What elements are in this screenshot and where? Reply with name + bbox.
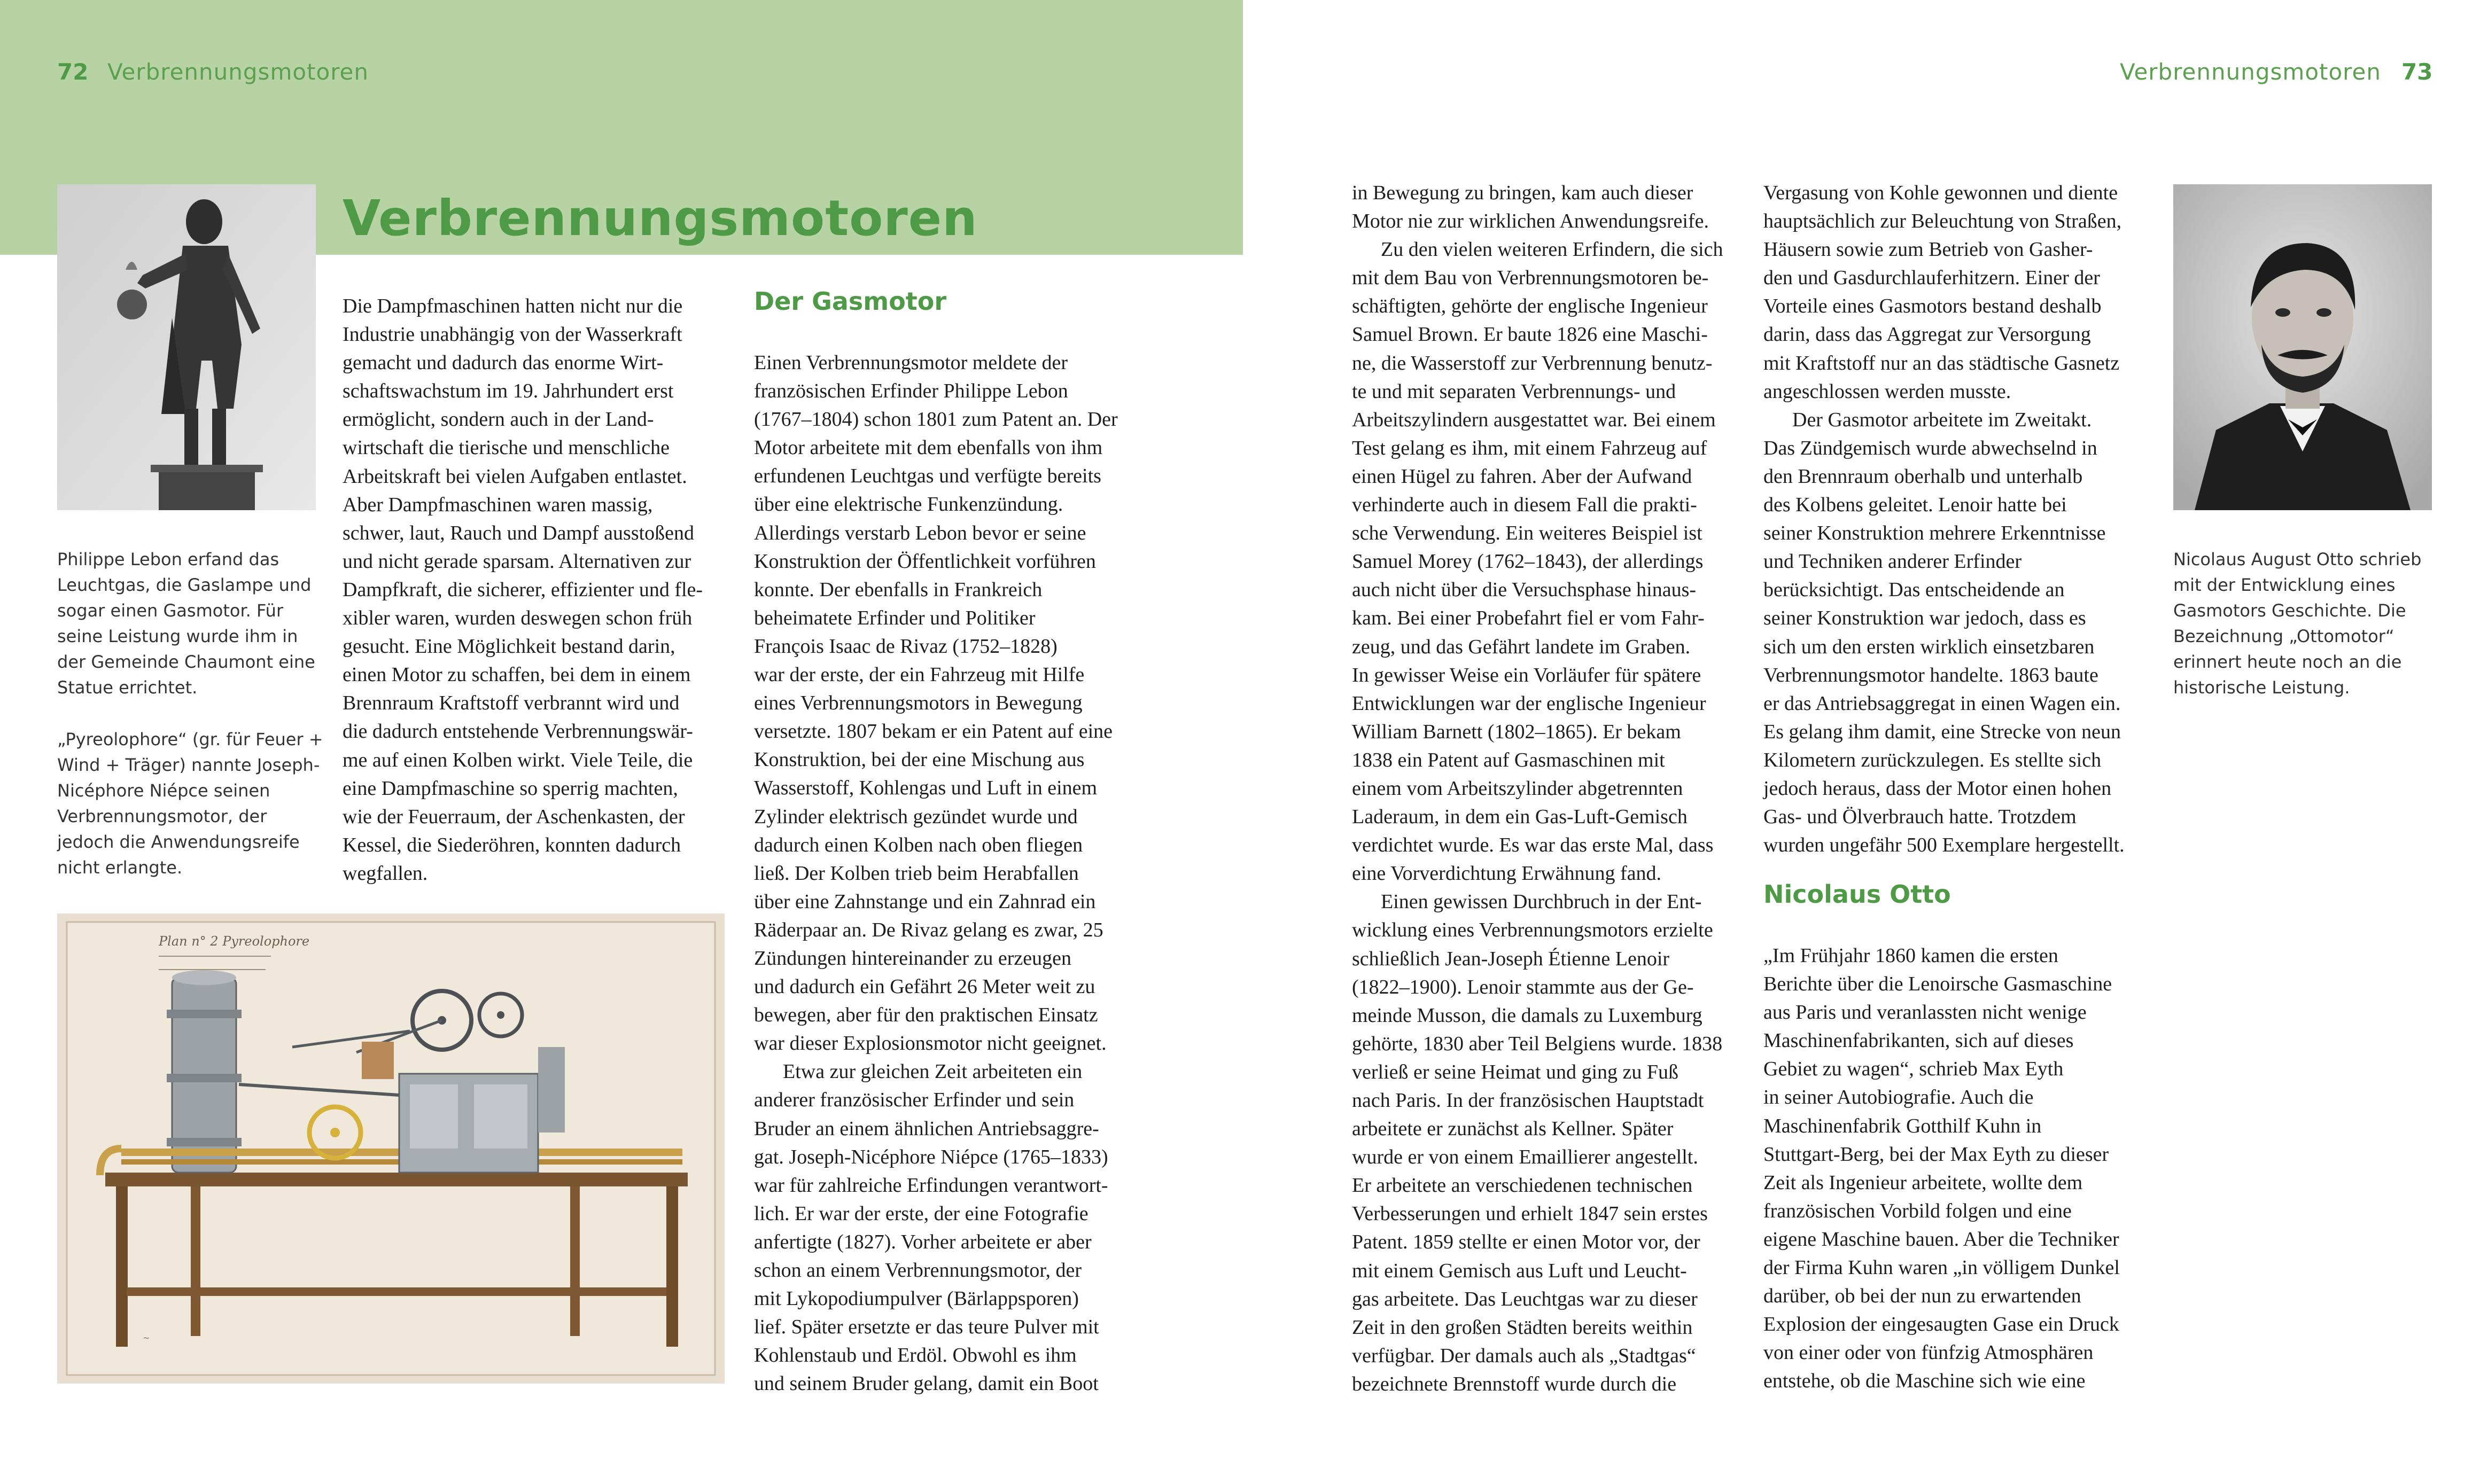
text-line: schwer, laut, Rauch und Dampf ausstoßend xyxy=(343,521,695,544)
text-line: te und mit separaten Verbrennungs- und xyxy=(1352,380,1676,403)
text-line: entstehe, ob die Maschine sich wie eine xyxy=(1763,1370,2086,1393)
text-line: mit Lykopodiumpulver (Bärlappsporen) xyxy=(754,1287,1079,1310)
text-column-2 xyxy=(754,349,1139,1398)
text-line: nach Paris. In der französischen Hauptstadt xyxy=(1352,1089,1704,1112)
text-line: französischen Erfinder Philippe Lebon xyxy=(754,380,1068,403)
portrait-illustration xyxy=(2173,184,2432,510)
text-line: Arbeitskraft bei vielen Aufgaben entlastet. xyxy=(343,465,687,488)
text-line: Vorteile eines Gasmotors bestand deshalb xyxy=(1763,295,2102,318)
caption-line: „Pyreolophore“ (gr. für Feuer + xyxy=(57,729,323,749)
text-line: darüber, ob bei der nun zu erwartenden xyxy=(1763,1285,2081,1308)
caption-line: mit der Entwicklung eines xyxy=(2173,575,2396,595)
text-line: mit einem Gemisch aus Luft und Leucht- xyxy=(1352,1259,1687,1282)
text-line: verließ er seine Heimat und ging zu Fuß xyxy=(1352,1060,1679,1083)
text-column-1 xyxy=(343,292,721,888)
text-line: berücksichtigt. Das entscheidende an xyxy=(1763,579,2065,602)
text-line: Zeit in den großen Städten bereits weithin xyxy=(1352,1316,1693,1339)
text-line: Maschinenfabrik Gotthilf Kuhn in xyxy=(1763,1114,2042,1137)
text-line: ne, die Wasserstoff zur Verbrennung benutz- xyxy=(1352,352,1713,374)
pyreolophore-drawing xyxy=(57,913,725,1384)
text-line: Bruder an einem ähnlichen Antriebsaggre- xyxy=(754,1117,1099,1140)
text-line: gat. Joseph-Nicéphore Niépce (1765–1833) xyxy=(754,1145,1108,1168)
text-line: über eine elektrische Funkenzündung. xyxy=(754,493,1063,516)
text-line: William Barnett (1802–1865). Er bekam xyxy=(1352,720,1681,743)
text-line: darin, dass das Aggregat zur Versorgung xyxy=(1763,323,2091,346)
caption-line: Wind + Träger) nannte Joseph- xyxy=(57,755,320,775)
text-line: Häusern sowie zum Betrieb von Gasher- xyxy=(1763,238,2093,261)
text-line: Die Dampfmaschinen hatten nicht nur die xyxy=(343,295,683,317)
text-line: französischen Vorbild folgen und eine xyxy=(1763,1199,2072,1222)
caption-line: Verbrennungsmotor, der xyxy=(57,806,267,826)
text-line: angeschlossen werden musste. xyxy=(1763,380,2011,403)
text-line: lief. Später ersetzte er das teure Pulver mit xyxy=(754,1316,1099,1339)
text-line: sche Verwendung. Ein weiteres Beispiel ist xyxy=(1352,522,1702,545)
caption-line: Leuchtgas, die Gaslampe und xyxy=(57,575,312,595)
text-line: schäftigten, gehörte der englische Ingenieur xyxy=(1352,295,1708,318)
caption-line: nicht erlangte. xyxy=(57,857,183,878)
text-line: „Im Frühjahr 1860 kamen die ersten xyxy=(1763,944,2058,967)
text-line: anfertigte (1827). Vorher arbeitete er aber xyxy=(754,1230,1092,1253)
text-line: Arbeitszylindern ausgestattet war. Bei einem xyxy=(1352,408,1716,431)
text-line: war der erste, der ein Fahrzeug mit Hilfe xyxy=(754,663,1085,686)
text-line: mit dem Bau von Verbrennungsmotoren be- xyxy=(1352,267,1709,290)
caption-line: erinnert heute noch an die xyxy=(2173,652,2402,672)
text-line: und nicht gerade sparsam. Alternativen zur xyxy=(343,550,691,573)
text-line: wirtschaft die tierische und menschliche xyxy=(343,436,670,459)
text-line: Kohlenstaub und Erdöl. Obwohl es ihm xyxy=(754,1344,1077,1367)
text-line: erfundenen Leuchtgas und verfügte bereits xyxy=(754,465,1101,488)
text-line: und seinem Bruder gelang, damit ein Boot xyxy=(754,1372,1099,1395)
text-line: auch nicht über die Versuchsphase hinaus- xyxy=(1352,579,1697,602)
caption-line: Nicéphore Niépce seinen xyxy=(57,780,270,801)
text-line: Maschinenfabrikanten, sich auf dieses xyxy=(1763,1029,2074,1052)
text-line: seiner Konstruktion war jedoch, dass es xyxy=(1763,607,2086,630)
text-line: der Firma Kuhn waren „in völligem Dunkel xyxy=(1763,1256,2120,1279)
text-line: beheimatete Erfinder und Politiker xyxy=(754,606,1036,629)
text-line: einen Motor zu schaffen, bei dem in einem xyxy=(343,663,691,686)
text-line: eigene Maschine bauen. Aber die Techniker xyxy=(1763,1228,2119,1251)
text-line: Patent. 1859 stellte er einen Motor vor, der xyxy=(1352,1231,1700,1254)
text-line: (1822–1900). Lenoir stammte aus der Ge- xyxy=(1352,975,1694,998)
text-line: Der Gasmotor arbeitete im Zweitakt. xyxy=(1792,408,2092,431)
text-line: 1838 ein Patent auf Gasmaschinen mit xyxy=(1352,748,1665,771)
text-line: den Brennraum oberhalb und unterhalb xyxy=(1763,465,2083,488)
text-line: gesucht. Eine Möglichkeit bestand darin, xyxy=(343,635,675,658)
text-line: François Isaac de Rivaz (1752–1828) xyxy=(754,635,1058,658)
text-line: Etwa zur gleichen Zeit arbeiteten ein xyxy=(783,1060,1083,1083)
text-line: einen Hügel zu fahren. Aber der Aufwand xyxy=(1352,465,1692,488)
text-line: eine Vorverdichtung Erwähnung fand. xyxy=(1352,862,1661,885)
text-line: Vergasung von Kohle gewonnen und diente xyxy=(1763,182,2118,204)
text-line: und dadurch ein Gefährt 26 Meter weit zu xyxy=(754,975,1095,998)
text-line: in Bewegung zu bringen, kam auch dieser xyxy=(1352,182,1693,204)
text-line: Räderpaar an. De Rivaz gelang es zwar, 25 xyxy=(754,918,1103,941)
caption-lebon xyxy=(57,546,315,700)
text-line: Einen Verbrennungsmotor meldete der xyxy=(754,352,1068,374)
text-line: verdichtet wurde. Es war das erste Mal, dass xyxy=(1352,834,1714,857)
text-line: Gebiet zu wagen“, schrieb Max Eyth xyxy=(1763,1058,2064,1081)
text-line: Einen gewissen Durchbruch in der Ent- xyxy=(1381,891,1702,913)
caption-pyreolophore xyxy=(57,727,323,880)
text-line: Wasserstoff, Kohlengas und Luft in einem xyxy=(754,777,1098,800)
text-line: Aber Dampfmaschinen waren massig, xyxy=(343,493,653,516)
caption-line: jedoch die Anwendungsreife xyxy=(57,832,300,852)
text-column-3 xyxy=(1352,179,1737,1399)
text-line: die dadurch entstehende Verbrennungswär- xyxy=(343,720,693,743)
text-line: Industrie unabhängig von der Wasserkraft xyxy=(343,323,682,346)
text-line: hauptsächlich zur Beleuchtung von Straßen, xyxy=(1763,210,2122,233)
text-line: gehörte, 1830 aber Teil Belgiens wurde. 1838 xyxy=(1352,1032,1723,1055)
lebon-statue-photo xyxy=(57,184,316,510)
text-line: eines Verbrennungsmotors in Bewegung xyxy=(754,692,1083,715)
caption-line: der Gemeinde Chaumont eine xyxy=(57,652,315,672)
text-line: Konstruktion, bei der eine Mischung aus xyxy=(754,748,1085,771)
text-line: Laderaum, in dem ein Gas-Luft-Gemisch xyxy=(1352,806,1688,829)
text-line: Entwicklungen war der englische Ingenieur xyxy=(1352,692,1706,715)
text-line: eine Dampfmaschine so sperrig machten, xyxy=(343,777,678,800)
text-line: seiner Konstruktion mehrere Erkenntnisse xyxy=(1763,522,2106,545)
text-line: in seiner Autobiografie. Auch die xyxy=(1763,1086,2034,1109)
text-line: Dampfkraft, die sicherer, effizienter und fle- xyxy=(343,578,703,601)
text-line: Zylinder elektrisch gezündet wurde und xyxy=(754,805,1078,828)
text-line: wurden ungefähr 500 Exemplare hergestellt. xyxy=(1763,834,2125,857)
text-line: den und Gasdurchlauferhitzern. Einer der xyxy=(1763,267,2100,290)
text-line: verfügbar. Der damals auch als „Stadtgas“ xyxy=(1352,1344,1696,1367)
text-line: Zu den vielen weiteren Erfindern, die sich xyxy=(1381,238,1723,261)
text-line: Das Zündgemisch wurde abwechselnd in xyxy=(1763,436,2097,459)
text-column-4 xyxy=(1763,179,2148,860)
text-line: me auf einen Kolben wirkt. Viele Teile, die xyxy=(343,748,693,771)
text-line: des Kolbens geleitet. Lenoir hatte bei xyxy=(1763,494,2067,517)
caption-line: Bezeichnung „Ottomotor“ xyxy=(2173,626,2394,646)
drawing-label: Plan n° 2 Pyreolophore xyxy=(159,934,310,949)
text-line: Kessel, die Siederöhren, konnten dadurch xyxy=(343,833,681,856)
text-line: ermöglicht, sondern auch in der Land- xyxy=(343,408,654,431)
text-line: Verbrennungsmotor handelte. 1863 baute xyxy=(1763,663,2098,686)
text-line: kam. Bei einer Probefahrt fiel er vom Fahr- xyxy=(1352,607,1705,630)
left-page-number: 72 xyxy=(57,59,89,85)
text-line: Zeit als Ingenieur arbeitete, wollte dem xyxy=(1763,1171,2083,1194)
svg-text:~: ~ xyxy=(143,1333,150,1343)
text-line: Verbesserungen und erhielt 1847 sein erstes xyxy=(1352,1202,1708,1225)
section-heading-otto: Nicolaus Otto xyxy=(1763,880,1951,909)
text-line: wurde er von einem Emaillierer angestellt. xyxy=(1352,1146,1698,1169)
text-line: Es gelang ihm damit, eine Strecke von neun xyxy=(1763,720,2121,743)
text-line: Allerdings verstarb Lebon bevor er seine xyxy=(754,521,1086,544)
caption-line: Philippe Lebon erfand das xyxy=(57,549,279,569)
text-line: zeug, und das Gefährt landete im Graben. xyxy=(1352,635,1691,658)
right-page-number: 73 xyxy=(2401,59,2433,85)
statue-illustration xyxy=(57,184,316,510)
text-line: Samuel Morey (1762–1843), der allerdings xyxy=(1352,550,1704,573)
caption-line: historische Leistung. xyxy=(2173,677,2350,698)
text-line: über eine Zahnstange und ein Zahnrad ein xyxy=(754,890,1096,913)
text-line: xibler waren, wurden deswegen schon früh xyxy=(343,607,693,630)
text-line: anderer französischer Erfinder und sein xyxy=(754,1089,1075,1112)
text-column-4-otto xyxy=(1763,942,2148,1396)
text-line: Test gelang es ihm, mit einem Fahrzeug auf xyxy=(1352,436,1707,459)
text-line: Berichte über die Lenoirsche Gasmaschine xyxy=(1763,973,2112,996)
text-line: arbeitete er zunächst als Kellner. Später xyxy=(1352,1118,1674,1141)
left-running-title: Verbrennungsmotoren xyxy=(107,59,369,85)
text-line: (1767–1804) schon 1801 zum Patent an. Der xyxy=(754,408,1118,431)
text-line: Konstruktion der Öffentlichkeit vorführen xyxy=(754,550,1096,573)
text-line: er das Antriebsaggregat in einen Wagen ein. xyxy=(1763,692,2121,715)
section-heading-gasmotor: Der Gasmotor xyxy=(754,287,947,316)
text-line: schließlich Jean-Joseph Étienne Lenoir xyxy=(1352,947,1670,970)
otto-portrait-photo xyxy=(2173,184,2432,510)
text-line: lich. Er war der erste, der eine Fotografie xyxy=(754,1202,1088,1225)
text-line: von einer oder von fünfzig Atmosphären xyxy=(1763,1341,2094,1364)
text-line: und Techniken anderer Erfinder xyxy=(1763,550,2022,573)
caption-line: Nicolaus August Otto schrieb xyxy=(2173,549,2422,569)
text-line: meinde Musson, die damals zu Luxemburg xyxy=(1352,1004,1702,1027)
text-line: aus Paris und veranlassten nicht wenige xyxy=(1763,1001,2087,1024)
text-line: Motor arbeitete mit dem ebenfalls von ihm xyxy=(754,436,1103,459)
text-line: Zündungen hintereinander zu erzeugen xyxy=(754,947,1072,970)
text-line: wegfallen. xyxy=(343,862,428,885)
text-line: schaftswachstum im 19. Jahrhundert erst xyxy=(343,380,674,403)
text-line: Samuel Brown. Er baute 1826 eine Maschi- xyxy=(1352,323,1708,346)
text-line: Gas- und Ölverbrauch hatte. Trotzdem xyxy=(1763,806,2077,829)
caption-line: Statue errichtet. xyxy=(57,677,198,698)
text-line: Stuttgart-Berg, bei der Max Eyth zu dieser xyxy=(1763,1143,2109,1166)
page-title: Verbrennungsmotoren xyxy=(343,190,978,247)
text-line: gemacht und dadurch das enorme Wirt- xyxy=(343,352,664,374)
text-line: Kilometern zurückzulegen. Es stellte sich xyxy=(1763,748,2102,771)
text-line: bezeichnete Brennstoff wurde durch die xyxy=(1352,1372,1677,1395)
caption-line: sogar einen Gasmotor. Für xyxy=(57,600,284,621)
caption-line: Gasmotors Geschichte. Die xyxy=(2173,600,2406,621)
text-line: schon an einem Verbrennungsmotor, der xyxy=(754,1259,1082,1282)
text-line: dadurch einen Kolben nach oben fliegen xyxy=(754,833,1083,856)
text-line: versetzte. 1807 bekam er ein Patent auf eine xyxy=(754,720,1113,743)
text-line: Explosion der eingesaugten Gase ein Druck xyxy=(1763,1313,2119,1336)
text-line: In gewisser Weise ein Vorläufer für spätere xyxy=(1352,663,1701,686)
right-running-title: Verbrennungsmotoren xyxy=(2119,59,2381,85)
text-line: bewegen, aber für den praktischen Einsatz xyxy=(754,1004,1098,1027)
caption-otto xyxy=(2173,546,2421,700)
text-line: gas arbeitete. Das Leuchtgas war zu dieser xyxy=(1352,1287,1698,1310)
text-line: wicklung eines Verbrennungsmotors erzielte xyxy=(1352,919,1713,942)
text-line: war dieser Explosionsmotor nicht geeignet. xyxy=(754,1032,1107,1055)
text-line: war für zahlreiche Erfindungen verantwort- xyxy=(754,1174,1108,1197)
text-line: jedoch heraus, dass der Motor einen hohen xyxy=(1763,777,2112,800)
text-line: Motor nie zur wirklichen Anwendungsreife. xyxy=(1352,210,1709,233)
text-line: mit Kraftstoff nur an das städtische Gasnetz xyxy=(1763,352,2120,374)
text-line: Er arbeitete an verschiedenen technischen xyxy=(1352,1174,1693,1197)
engine-illustration xyxy=(57,913,725,1384)
text-line: sich um den ersten wirklich einsetzbaren xyxy=(1763,635,2095,658)
text-line: ließ. Der Kolben trieb beim Herabfallen xyxy=(754,862,1079,885)
text-line: wie der Feuerraum, der Aschenkasten, der xyxy=(343,805,685,828)
text-line: verhinderte auch in diesem Fall die prakti- xyxy=(1352,494,1697,517)
caption-line: seine Leistung wurde ihm in xyxy=(57,626,298,646)
text-line: einem vom Arbeitszylinder abgetrennten xyxy=(1352,777,1683,800)
text-line: konnte. Der ebenfalls in Frankreich xyxy=(754,578,1043,601)
text-line: Brennraum Kraftstoff verbrannt wird und xyxy=(343,692,680,715)
